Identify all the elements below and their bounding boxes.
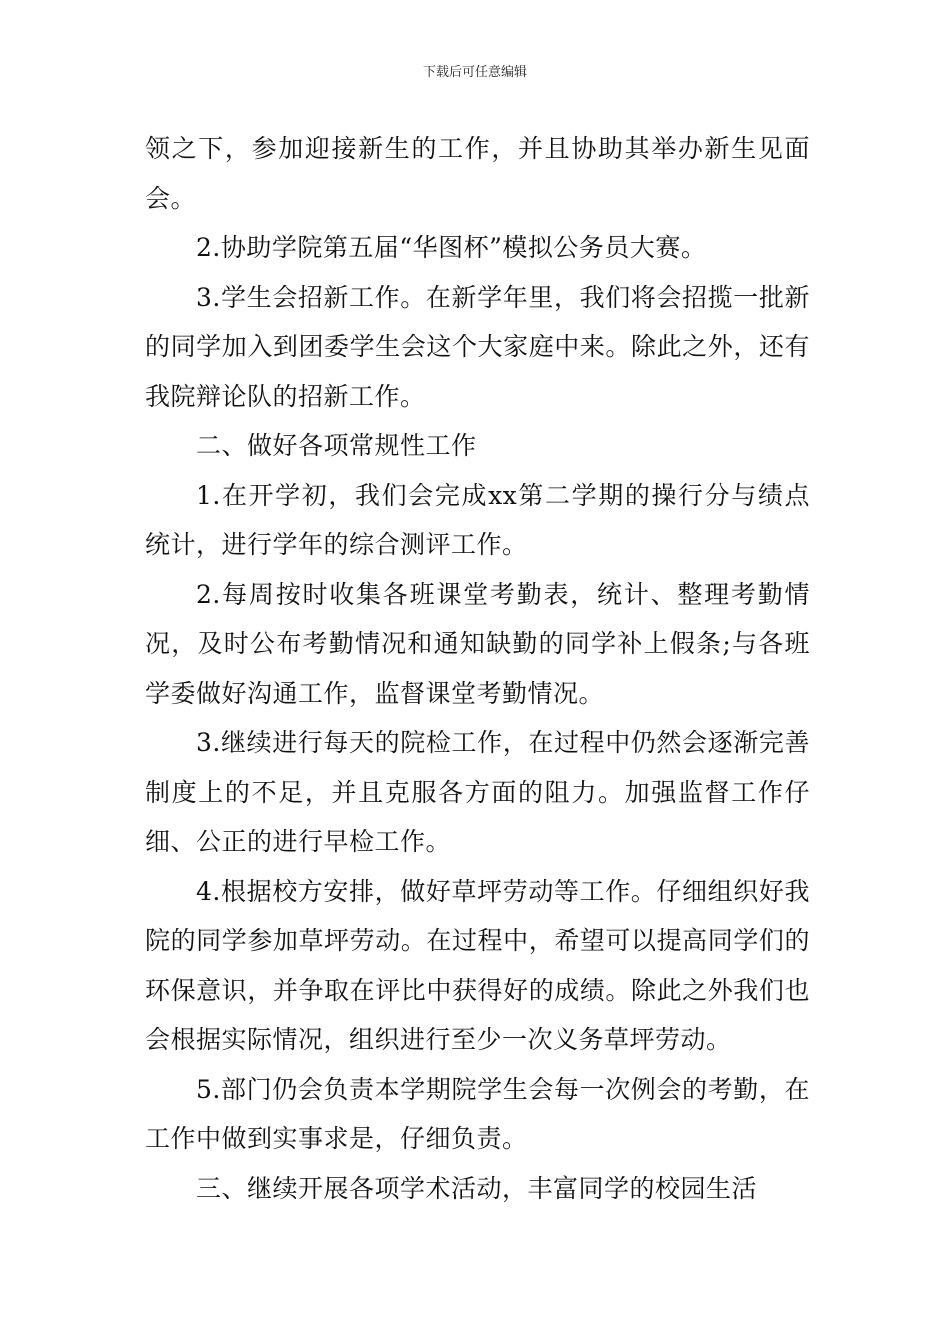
section-heading-2: 二、做好各项常规性工作 <box>196 431 477 460</box>
page-header: 下载后可任意编辑 <box>422 65 527 80</box>
paragraph-item-2-attendance: 2.每周按时收集各班课堂考勤表，统计、整理考勤情况，及时公布考勤情况和通知缺勤的同学补上假条;与各班学委做好沟通工作，监督课堂考勤情况。 <box>145 579 810 708</box>
paragraph-item-3-inspection: 3.继续进行每天的院检工作，在过程中仍然会逐渐完善制度上的不足，并且克服各方面的阻力。加强监督工作仔细、公正的进行早检工作。 <box>145 728 810 856</box>
paragraph-item-5-meetings: 5.部门仍会负责本学期院学生会每一次例会的考勤，在工作中做到实事求是，仔细负责。 <box>145 1074 810 1153</box>
paragraph-continuation: 领之下，参加迎接新生的工作，并且协助其举办新生见面会。 <box>145 134 810 213</box>
paragraph-item-2-contest: 2.协助学院第五届“华图杯”模拟公务员大赛。 <box>196 233 707 262</box>
paragraph-item-3-recruitment: 3.学生会招新工作。在新学年里，我们将会招揽一批新的同学加入到团委学生会这个大家庭中来。除此之外，还有我院辩论队的招新工作。 <box>145 282 810 411</box>
section-heading-3: 三、继续开展各项学术活动，丰富同学的校园生活 <box>196 1173 758 1203</box>
document-body <box>145 124 810 1213</box>
paragraph-item-1-statistics: 1.在开学初，我们会完成xx第二学期的操行分与绩点统计，进行学年的综合测评工作。 <box>145 480 810 559</box>
paragraph-item-4-lawn-labor: 4.根据校方安排，做好草坪劳动等工作。仔细组织好我院的同学参加草坪劳动。在过程中，希望可以提高同学们的环保意识，并争取在评比中获得好的成绩。除此之外我们也会根据实际情况，组织进行至少一次义务草坪劳动。 <box>145 876 810 1054</box>
